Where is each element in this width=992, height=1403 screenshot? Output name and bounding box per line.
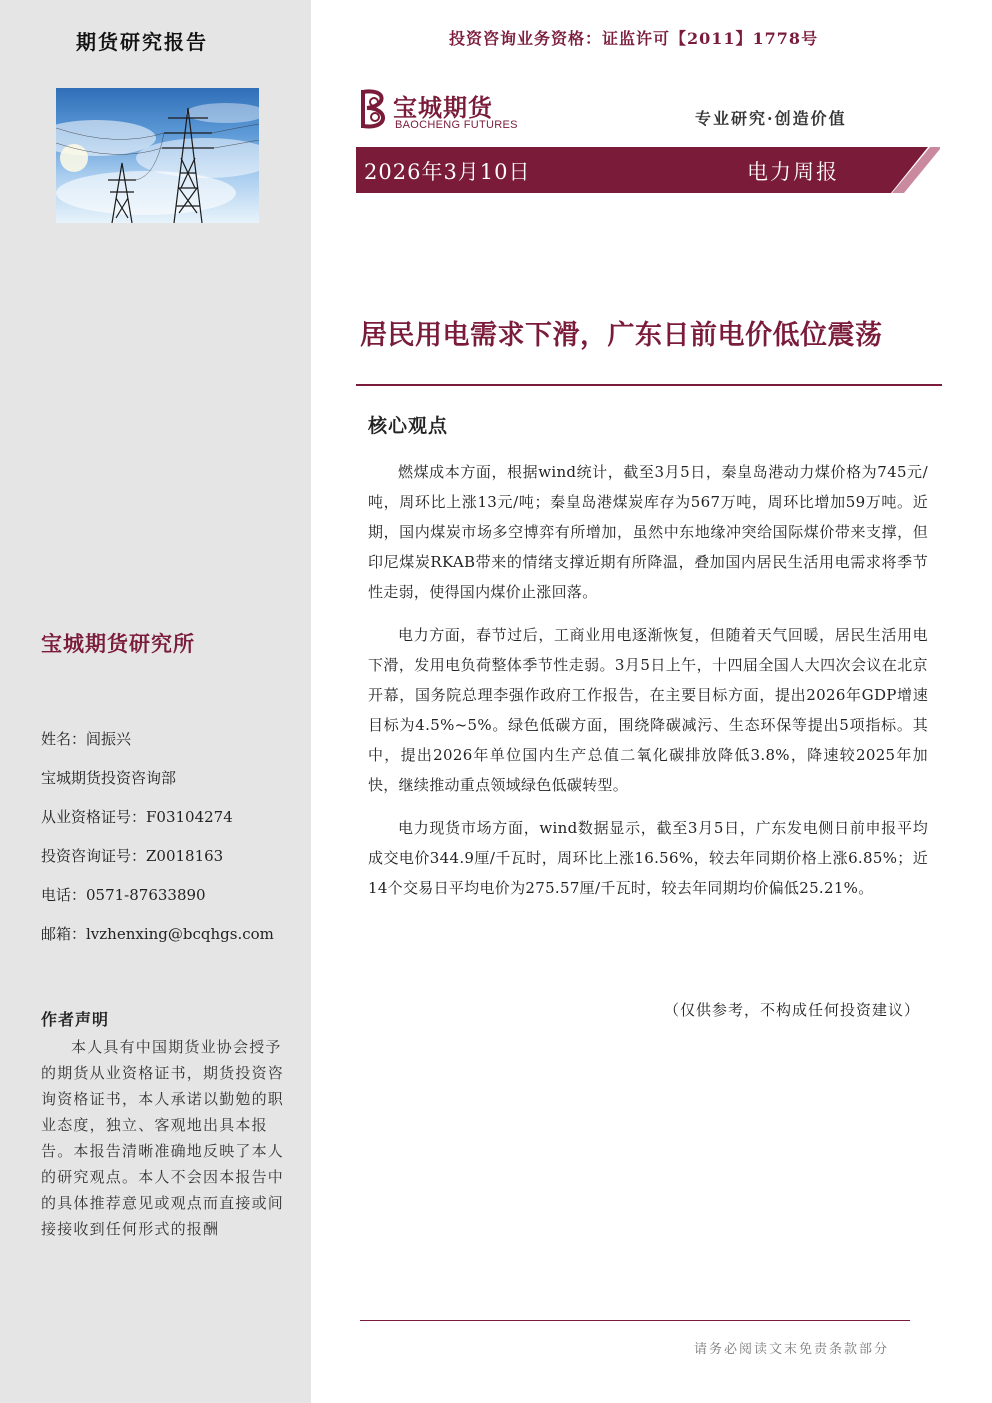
author-department: 宝城期货投资咨询部 — [41, 769, 177, 787]
sidebar — [0, 0, 311, 1403]
report-category: 电力周报 — [747, 160, 839, 184]
paragraph-coal-cost: 燃煤成本方面，根据wind统计，截至3月5日，秦皇岛港动力煤价格为745元/吨，周环比上涨13元/吨；秦皇岛港煤炭库存为567万吨，周环比增加59万吨。近期，国内煤炭市场多空博弈有所增加，虽然中东地缘冲突给国际煤价带来支撑，但印尼煤炭RKAB带来的情绪支撑近期有所降温，叠加国内居民生活用电需求将季节性走弱，使得国内煤价止涨回落。 — [368, 463, 928, 601]
footer-divider — [360, 1320, 910, 1321]
headline-divider — [356, 384, 942, 386]
author-qualification-number: 从业资格证号：F03104274 — [41, 808, 233, 826]
author-consulting-number: 投资咨询证号：Z0018163 — [41, 847, 224, 865]
logo-english-name: BAOCHENG FUTURES — [395, 119, 518, 131]
company-slogan: 专业研究·创造价值 — [695, 109, 847, 128]
research-institute-name: 宝城期货研究所 — [41, 631, 195, 656]
author-name: 姓名：闾振兴 — [41, 730, 132, 748]
report-headline: 居民用电需求下滑，广东日前电价低位震荡 — [360, 320, 883, 351]
report-body — [368, 457, 928, 916]
logo-chinese-name: 宝城期货 — [393, 93, 493, 122]
author-declaration-title: 作者声明 — [41, 1010, 110, 1029]
license-statement: 投资咨询业务资格：证监许可【2011】1778号 — [449, 29, 819, 48]
paragraph-power-demand: 电力方面，春节过后，工商业用电逐渐恢复，但随着天气回暖，居民生活用电下滑，发用电负荷整体季节性走弱。3月5日上午，十四届全国人大四次会议在北京开幕，国务院总理李强作政府工作报告，在主要目标方面，提出2026年GDP增速目标为4.5%~5%。绿色低碳方面，围绕降碳减污、生态环保等提出5项指标。其中，提出2026年单位国内生产总值二氧化碳排放降低3.8%，降速较2025年加快，继续推动重点领域绿色低碳转型。 — [368, 626, 928, 794]
report-date: 2026年3月10日 — [364, 160, 531, 184]
author-info — [41, 728, 301, 962]
footer-notice: 请务必阅读文末免责条款部分 — [694, 1342, 890, 1357]
author-email: 邮箱：lvzhenxing@bcqhgs.com — [41, 925, 274, 943]
cover-photo-power-pylons — [56, 88, 259, 223]
author-declaration-body: 本人具有中国期货业协会授予的期货从业资格证书，期货投资咨询资格证书，本人承诺以勤勉的职业态度，独立、客观地出具本报告。本报告清晰准确地反映了本人的研究观点。本人不会因本报告中的具体推荐意见或观点而直接或间接接收到任何形式的报酬 — [41, 1038, 285, 1238]
core-views-title: 核心观点 — [368, 415, 449, 437]
investment-disclaimer: （仅供参考，不构成任何投资建议） — [663, 1001, 920, 1019]
report-type-label: 期货研究报告 — [76, 30, 208, 54]
author-phone: 电话：0571-87633890 — [41, 886, 206, 904]
baocheng-logo-icon — [357, 86, 391, 132]
company-logo — [357, 86, 527, 134]
paragraph-spot-market: 电力现货市场方面，wind数据显示，截至3月5日，广东发电侧日前申报平均成交电价344.9厘/千瓦时，周环比上涨16.56%，较去年同期价格上涨6.85%；近14个交易日平均电价为275.57厘/千瓦时，较去年同期均价偏低25.21%。 — [368, 819, 928, 897]
